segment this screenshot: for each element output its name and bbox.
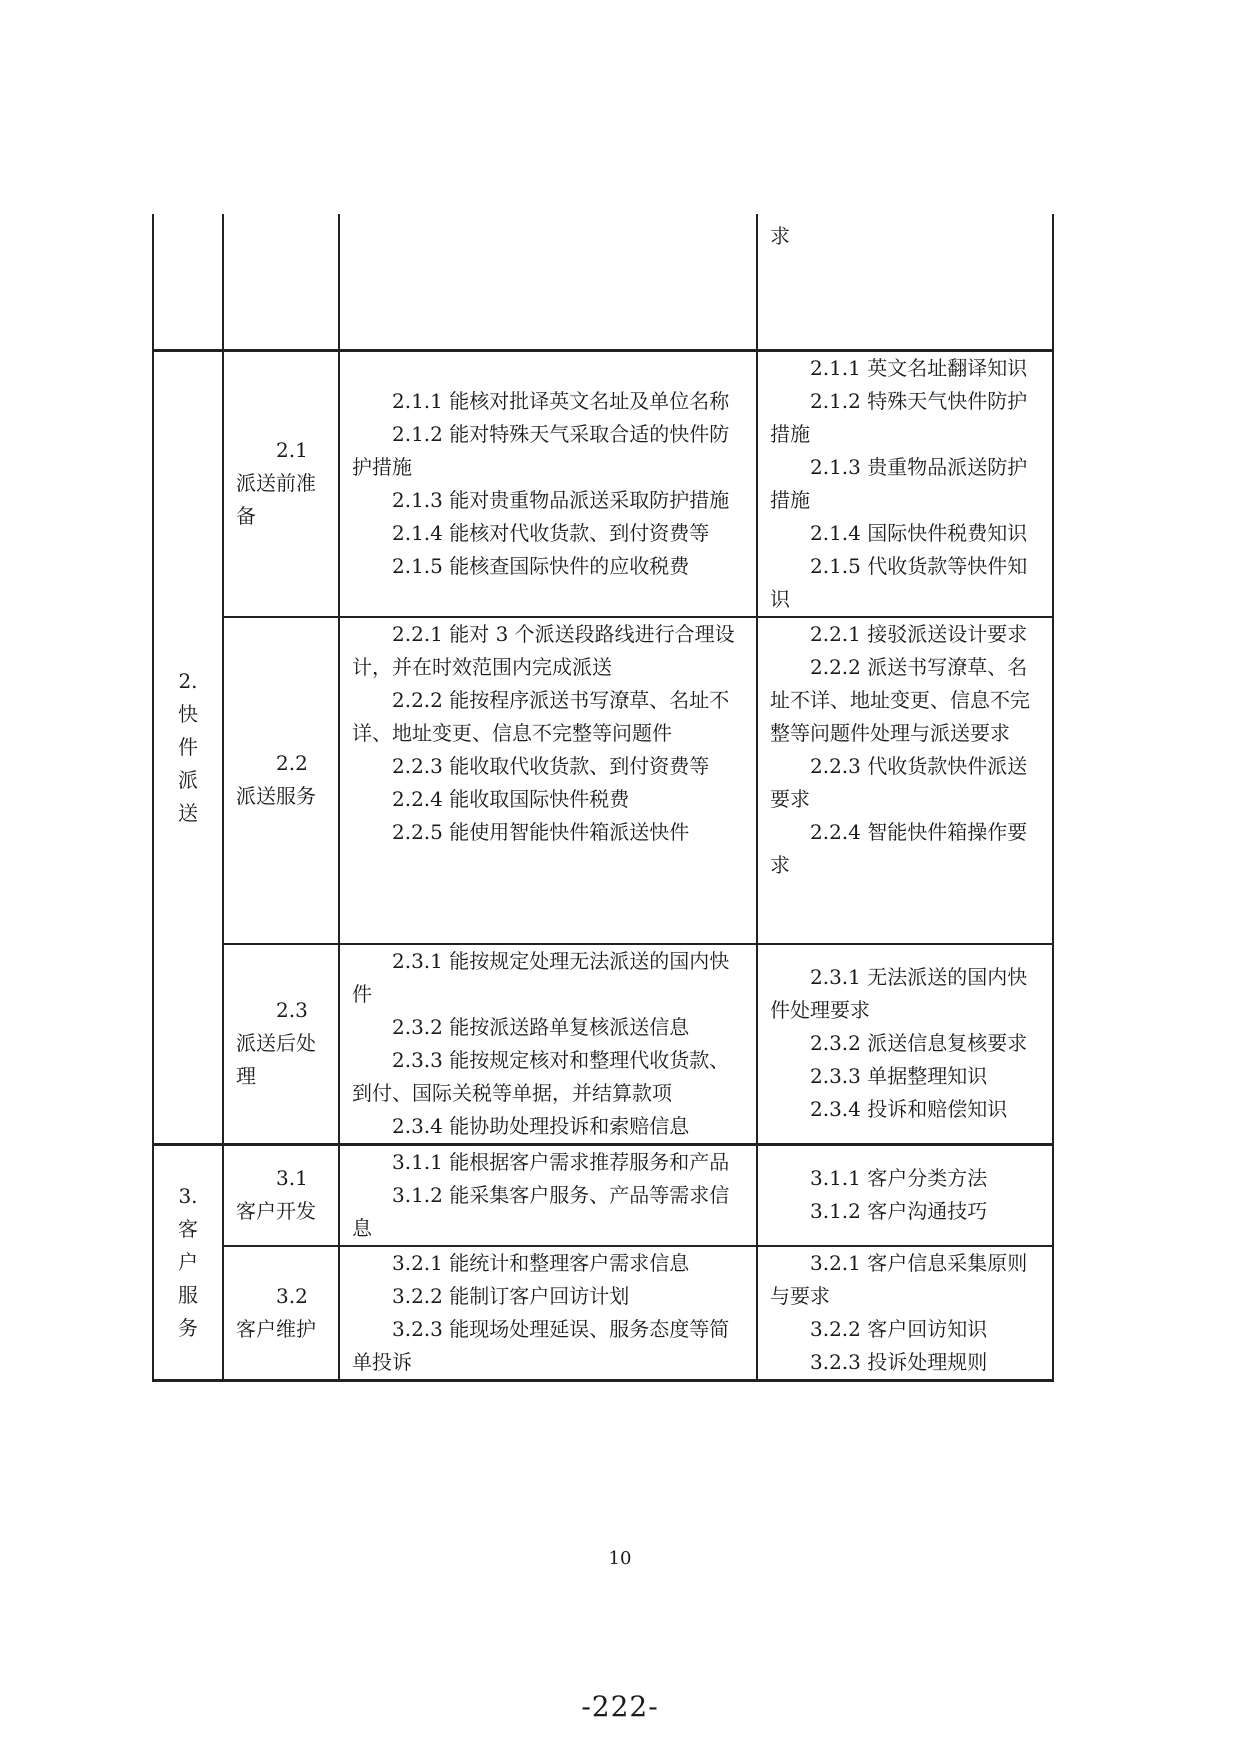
- table-row: [153, 1246, 1053, 1381]
- continued-cell-3: [339, 214, 757, 350]
- skill-item: 2.1.3 能对贵重物品派送采取防护措施: [392, 487, 730, 512]
- skill-item: 3.2.2 能制订客户回访计划: [392, 1283, 630, 1308]
- skill-item: 3.1.2 能采集客户服务、产品等需求信息: [352, 1182, 730, 1240]
- knowledge-item: 2.3.1 无法派送的国内快件处理要求: [770, 965, 1028, 1022]
- unit-cell: [223, 1246, 339, 1381]
- knowledge-item: 2.2.2 派送书写潦草、名址不详、地址变更、信息不完整等问题件处理与派送要求: [770, 654, 1030, 745]
- skill-item: 2.1.2 能对特殊天气采取合适的快件防护措施: [352, 421, 730, 479]
- skill-item: 2.3.4 能协助处理投诉和索赔信息: [392, 1113, 690, 1138]
- table-row: [153, 350, 1053, 617]
- knowledge-item: 2.2.4 智能快件箱操作要求: [770, 819, 1028, 877]
- skill-item: 2.2.2 能按程序派送书写潦草、名址不详、地址变更、信息不完整等问题件: [352, 687, 730, 745]
- skill-item: 2.2.5 能使用智能快件箱派送快件: [392, 819, 690, 844]
- knowledge-item: 3.2.2 客户回访知识: [810, 1316, 988, 1341]
- unit-cell: [223, 617, 339, 944]
- skill-item: 2.2.3 能收取代收货款、到付资费等: [392, 753, 710, 778]
- knowledge-item: 2.2.3 代收货款快件派送要求: [770, 753, 1028, 811]
- section-title: 2.快件派送: [178, 668, 198, 825]
- unit-cell: [223, 350, 339, 617]
- knowledge-item: 2.1.3 贵重物品派送防护措施: [770, 454, 1028, 512]
- skill-item: 2.3.3 能按规定核对和整理代收货款、到付、国际关税等单据，并结算款项: [352, 1047, 730, 1105]
- table-row: [153, 944, 1053, 1145]
- knowledge-cell: [757, 944, 1053, 1145]
- skill-item: 3.2.3 能现场处理延误、服务态度等简单投诉: [352, 1316, 730, 1374]
- skill-item: 2.1.1 能核对批译英文名址及单位名称: [392, 388, 730, 413]
- unit-title: 2.3 派送后处理: [236, 998, 316, 1088]
- page-number: 10: [608, 1548, 632, 1569]
- unit-title: 3.2 客户维护: [236, 1283, 316, 1341]
- knowledge-item: 2.3.2 派送信息复核要求: [810, 1031, 1028, 1055]
- knowledge-item: 3.1.1 客户分类方法: [810, 1166, 988, 1190]
- knowledge-item: 2.1.4 国际快件税费知识: [810, 520, 1028, 545]
- skills-cell: [339, 1246, 757, 1381]
- table-row: [153, 1144, 1053, 1246]
- unit-title: 3.1 客户开发: [236, 1166, 316, 1223]
- knowledge-item: 2.3.4 投诉和赔偿知识: [810, 1097, 1008, 1121]
- skill-item: 3.1.1 能根据客户需求推荐服务和产品: [392, 1149, 730, 1174]
- section-title-cell: [153, 350, 223, 1144]
- skill-item: 2.2.4 能收取国际快件税费: [392, 786, 630, 811]
- skill-item: 2.3.1 能按规定处理无法派送的国内快件: [352, 948, 730, 1006]
- knowledge-cell: [757, 1246, 1053, 1381]
- unit-title: 2.1 派送前准备: [236, 438, 316, 528]
- skills-cell: [339, 944, 757, 1145]
- skills-cell: [339, 617, 757, 944]
- skill-item: 2.1.4 能核对代收货款、到付资费等: [392, 520, 710, 545]
- knowledge-item: 2.1.1 英文名址翻译知识: [810, 355, 1028, 380]
- skill-item: 3.2.1 能统计和整理客户需求信息: [392, 1250, 690, 1275]
- continued-row: [153, 214, 1053, 350]
- knowledge-item: 3.2.1 客户信息采集原则与要求: [770, 1250, 1028, 1308]
- footer-page-number: -222-: [581, 1690, 659, 1723]
- continued-cell-1: [153, 214, 223, 350]
- knowledge-cell: [757, 1144, 1053, 1246]
- unit-title: 2.2 派送服务: [236, 751, 316, 808]
- knowledge-item: 2.1.5 代收货款等快件知识: [770, 553, 1028, 611]
- skill-item: 2.3.2 能按派送路单复核派送信息: [392, 1014, 690, 1039]
- knowledge-item: 3.1.2 客户沟通技巧: [810, 1199, 988, 1223]
- unit-cell: [223, 1144, 339, 1246]
- table-row: [153, 617, 1053, 944]
- knowledge-item: 2.1.2 特殊天气快件防护措施: [770, 388, 1028, 446]
- continued-knowledge-cell: [757, 214, 1053, 350]
- skills-cell: [339, 350, 757, 617]
- knowledge-item: 2.3.3 单据整理知识: [810, 1064, 988, 1088]
- skills-cell: [339, 1144, 757, 1246]
- knowledge-cell: [757, 350, 1053, 617]
- continued-cell-2: [223, 214, 339, 350]
- section-title: 3.客户服务: [178, 1183, 198, 1340]
- skills-table: [152, 214, 1054, 1382]
- skill-item: 2.2.1 能对 3 个派送段路线进行合理设计，并在时效范围内完成派送: [352, 621, 735, 679]
- knowledge-cell: [757, 617, 1053, 944]
- knowledge-item: 2.2.1 接驳派送设计要求: [810, 621, 1028, 646]
- section-title-cell: [153, 1144, 223, 1380]
- continued-knowledge-text: 求: [770, 224, 790, 248]
- knowledge-item: 3.2.3 投诉处理规则: [810, 1349, 988, 1374]
- skill-item: 2.1.5 能核查国际快件的应收税费: [392, 553, 690, 578]
- unit-cell: [223, 944, 339, 1145]
